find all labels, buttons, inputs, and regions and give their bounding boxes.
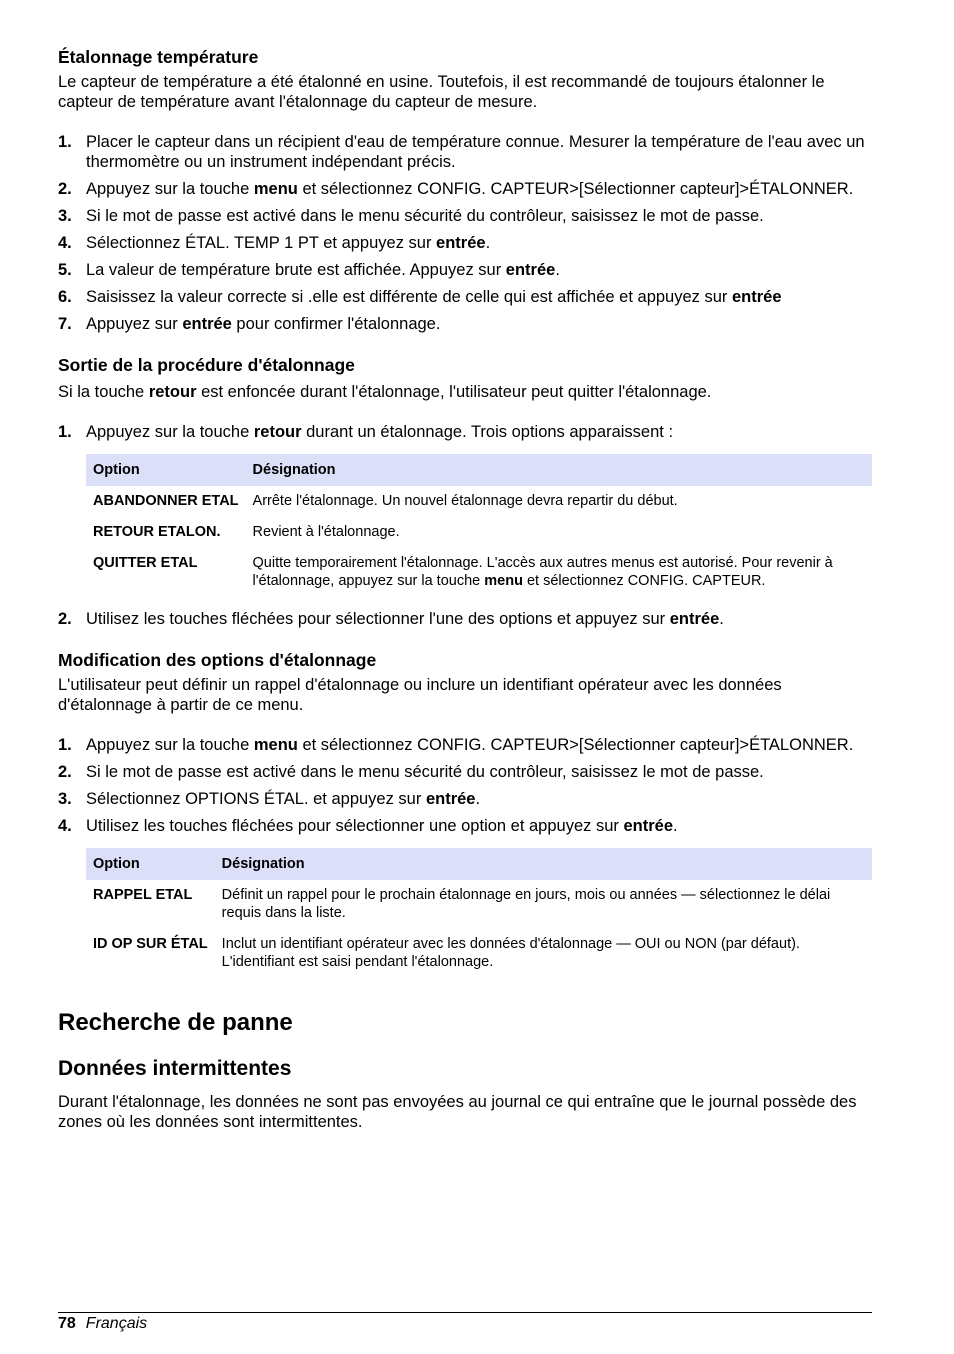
text-run: est enfoncée durant l'étalonnage, l'utilisateur peut quitter l'étalonnage. bbox=[196, 383, 712, 401]
description-cell bbox=[246, 517, 872, 548]
table-row bbox=[86, 880, 872, 929]
chapter-title: Recherche de panne bbox=[58, 1009, 293, 1036]
section-title-calibration-options: Modification des options d'étalonnage bbox=[58, 650, 377, 670]
text-run: La valeur de température brute est affichée. Appuyez sur bbox=[86, 261, 506, 279]
option-cell: ABANDONNER ETAL bbox=[93, 493, 239, 509]
step-number: 3. bbox=[58, 207, 72, 225]
text-run: pour confirmer l'étalonnage. bbox=[231, 315, 441, 333]
step-number: 4. bbox=[58, 817, 72, 835]
list-item bbox=[58, 735, 872, 755]
text-run: Arrête l'étalonnage. Un nouvel étalonnage devra repartir du début. bbox=[252, 493, 678, 509]
column-header: Option bbox=[86, 454, 246, 486]
page-number: 78 bbox=[58, 1315, 76, 1332]
page-content bbox=[58, 0, 872, 1132]
table-row bbox=[86, 929, 872, 978]
intermittent-data-body: Durant l'étalonnage, les données ne sont pas envoyées au journal ce qui entraîne que le journal possède des zones où les données sont intermittentes. bbox=[58, 1093, 857, 1131]
description-cell bbox=[215, 880, 872, 929]
text-run: Si la touche bbox=[58, 383, 149, 401]
key-name: entrée bbox=[505, 261, 556, 279]
temp-calibration-steps bbox=[58, 132, 872, 334]
text-run: . bbox=[555, 261, 560, 279]
list-item bbox=[58, 260, 872, 280]
text-run: Définit un rappel pour le prochain étalonnage en jours, mois ou années — sélectionnez le délai requis dans la liste. bbox=[221, 887, 831, 921]
exit-procedure-steps bbox=[58, 422, 872, 442]
temp-calibration-intro: Le capteur de température a été étalonné en usine. Toutefois, il est recommandé de toujours étalonner le capteur de température avant l'étalonnage du capteur de mesure. bbox=[58, 73, 825, 111]
step-number: 1. bbox=[58, 423, 72, 441]
step-number: 3. bbox=[58, 790, 72, 808]
description-cell bbox=[246, 486, 872, 517]
section-title-temp-calibration: Étalonnage température bbox=[58, 47, 259, 67]
step-number: 5. bbox=[58, 261, 72, 279]
key-name: entrée bbox=[732, 288, 782, 306]
text-run: . bbox=[673, 817, 678, 835]
key-name: entrée bbox=[436, 234, 486, 252]
text-run: Si le mot de passe est activé dans le menu sécurité du contrôleur, saisissez le mot de passe. bbox=[86, 763, 764, 781]
exit-procedure-intro bbox=[58, 382, 872, 402]
footer-language: Français bbox=[85, 1315, 148, 1332]
key-name: entrée bbox=[623, 817, 674, 835]
step-number: 2. bbox=[58, 763, 72, 781]
table-row bbox=[86, 486, 872, 517]
text-run: Si le mot de passe est activé dans le menu sécurité du contrôleur, saisissez le mot de passe. bbox=[86, 207, 764, 225]
text-run: . bbox=[485, 234, 491, 252]
step-number: 1. bbox=[58, 133, 72, 151]
table-row bbox=[86, 548, 872, 597]
text-run: Appuyez sur la touche bbox=[86, 736, 254, 754]
text-run: Inclut un identifiant opérateur avec les données d'étalonnage — OUI ou NON (par défaut). L'identifiant est saisi pendant l'étalonnage. bbox=[221, 936, 800, 970]
text-run: Quitte temporairement l'étalonnage. L'accès aux autres menus est autorisé. Pour revenir à l'étalonnage, appuyez sur la touche bbox=[252, 555, 833, 589]
option-cell: RAPPEL ETAL bbox=[93, 887, 193, 903]
text-run: durant un étalonnage. Trois options apparaissent : bbox=[301, 423, 674, 441]
calibration-options-table bbox=[86, 848, 872, 978]
column-header: Désignation bbox=[215, 848, 872, 880]
section-title-exit-procedure: Sortie de la procédure d'étalonnage bbox=[58, 355, 355, 375]
key-name: entrée bbox=[425, 790, 476, 808]
text-run: . bbox=[719, 610, 724, 628]
option-cell: RETOUR ETALON. bbox=[93, 524, 221, 540]
step-number: 2. bbox=[58, 610, 72, 628]
text-run: Utilisez les touches fléchées pour sélectionner une option et appuyez sur bbox=[86, 817, 624, 835]
step-number: 1. bbox=[58, 736, 72, 754]
section-title-intermittent-data: Données intermittentes bbox=[58, 1057, 292, 1080]
column-header: Option bbox=[86, 848, 215, 880]
table-header-row bbox=[86, 848, 872, 880]
table-row bbox=[86, 517, 872, 548]
description-cell bbox=[246, 548, 872, 597]
list-item bbox=[58, 132, 872, 172]
text-run: Revient à l'étalonnage. bbox=[252, 524, 400, 540]
exit-procedure-steps-cont bbox=[58, 609, 872, 629]
text-run: Appuyez sur la touche bbox=[86, 180, 254, 198]
list-item bbox=[58, 789, 872, 809]
key-name: menu bbox=[484, 573, 523, 589]
text-run: Appuyez sur la touche bbox=[86, 423, 254, 441]
list-item bbox=[58, 314, 872, 334]
list-item bbox=[58, 762, 872, 782]
table-header-row bbox=[86, 454, 872, 486]
page-footer bbox=[58, 1312, 872, 1334]
list-item bbox=[58, 179, 872, 199]
option-cell: ID OP SUR ÉTAL bbox=[93, 936, 208, 952]
text-run: Sélectionnez OPTIONS ÉTAL. et appuyez sur bbox=[86, 790, 426, 808]
text-run: Utilisez les touches fléchées pour sélectionner l'une des options et appuyez sur bbox=[86, 610, 670, 628]
description-cell bbox=[215, 929, 872, 978]
step-number: 2. bbox=[58, 180, 72, 198]
list-item bbox=[58, 233, 872, 253]
option-cell: QUITTER ETAL bbox=[93, 555, 198, 571]
key-name: retour bbox=[253, 423, 302, 441]
text-run: Appuyez sur bbox=[86, 315, 183, 333]
step-number: 4. bbox=[58, 234, 72, 252]
calibration-options-steps bbox=[58, 735, 872, 836]
key-name: menu bbox=[253, 736, 298, 754]
key-name: menu bbox=[253, 180, 298, 198]
key-name: entrée bbox=[669, 610, 720, 628]
exit-options-table bbox=[86, 454, 872, 597]
list-item bbox=[58, 287, 872, 307]
text-run: et sélectionnez CONFIG. CAPTEUR>[Sélectionner capteur]>ÉTALONNER. bbox=[297, 736, 854, 754]
list-item bbox=[58, 609, 872, 629]
text-run: Placer le capteur dans un récipient d'eau de température connue. Mesurer la température de l'eau avec un thermomètre ou un instrument indépendant précis. bbox=[86, 133, 865, 171]
key-name: entrée bbox=[182, 315, 232, 333]
list-item bbox=[58, 206, 872, 226]
step-number: 6. bbox=[58, 288, 72, 306]
step-number: 7. bbox=[58, 315, 72, 333]
text-run: Sélectionnez ÉTAL. TEMP 1 PT et appuyez sur bbox=[86, 234, 437, 252]
column-header: Désignation bbox=[246, 454, 872, 486]
text-run: et sélectionnez CONFIG. CAPTEUR>[Sélectionner capteur]>ÉTALONNER. bbox=[297, 180, 854, 198]
list-item bbox=[58, 422, 872, 442]
calibration-options-intro: L'utilisateur peut définir un rappel d'étalonnage ou inclure un identifiant opérateur avec les données d'étalonnage à partir de ce menu. bbox=[58, 676, 782, 714]
text-run: Saisissez la valeur correcte si .elle est différente de celle qui est affichée et appuyez sur bbox=[86, 288, 732, 306]
key-name: retour bbox=[148, 383, 197, 401]
list-item bbox=[58, 816, 872, 836]
text-run: et sélectionnez CONFIG. CAPTEUR. bbox=[522, 573, 766, 589]
text-run: . bbox=[475, 790, 481, 808]
